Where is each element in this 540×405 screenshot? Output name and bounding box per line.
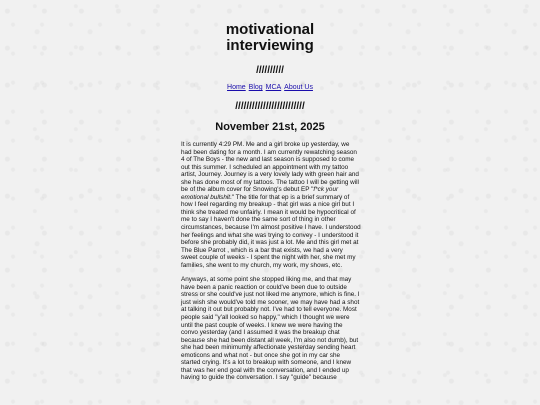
nav-link-mca[interactable]: MCA — [265, 84, 282, 91]
site-title-line-1: motivational — [225, 21, 315, 38]
nav-link-about-us[interactable]: About Us — [284, 84, 313, 91]
site-title-line-2: interviewing — [226, 37, 314, 54]
nav-link-home[interactable]: Home — [227, 84, 246, 91]
album-title-emphasis: f*ck your emotional bullshit — [181, 186, 339, 201]
title-divider: ////////// — [256, 65, 284, 76]
site-title — [0, 22, 540, 54]
post-paragraph-text: ." The title for that ep is a brief summary of how I feel regarding my breakup - that girl was a nice girl but I think she treated me unfairly. I mean it would be hypocritical of me to say I haven't done the same sort of thing in other circumstances, because I'm almost positive I have. I understood her feelings and what she was trying to convey - I understood it before she probably did, it was just a lot. Me and this girl met at The Blue Parrot , which is a bar that exists, we had a very sweet couple of weeks - I spent the night with her, she met my families, she went to my church, my work, my shows, etc. — [181, 193, 361, 269]
main-nav — [0, 84, 540, 91]
post-paragraph — [181, 141, 361, 269]
nav-divider: ///////////////////////// — [235, 101, 305, 112]
post-paragraph-text: It is currently 4:29 PM. Me and a girl broke up yesterday, we had been dating for a month. I am currently rewatching season 4 of The Boys - the new and last season is supposed to come out this summer. I scheduled an appointment with my tattoo artist, Journey. Journey is a very lovely lady with green hair and she has done most of my tattoos. The tattoo I will be getting will be of the album cover for Snowing's debut EP " — [181, 141, 359, 194]
nav-link-blog[interactable]: Blog — [248, 84, 263, 91]
post-paragraph: Anyways, at some point she stopped liking me, and that may have been a panic reaction or could've been due to outside stress or she could've just not liked me anymore, which is fine. I just wish she would've told me sooner, we may have had a shot at talking it out but probably not. I've had to tell everyone. Most people said "y'all looked so happy," which I thought we were until the past couple of weeks. I knew we were having the convo yesterday (and I assumed it was the breakup chat because she had been distant all week, I'm also not dumb), but she had been minimumly affectionate yesterday sending heart emoticons and what not - but once she got in my car she started crying. It's a lot to breakup with someone, and I knew that was her end goal with the conversation, and I ended up having to guide the conversation. I say "guide" because — [181, 276, 360, 382]
post-date: November 21st, 2025 — [215, 121, 325, 133]
post-body — [181, 141, 361, 389]
